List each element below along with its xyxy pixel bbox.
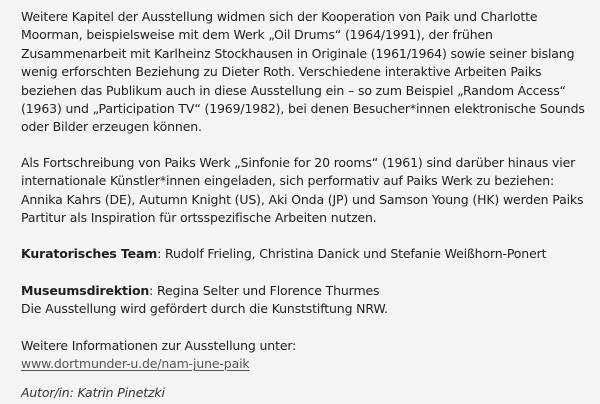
museum-direction-label: Museumsdirektion <box>21 282 150 298</box>
more-info-block <box>21 337 600 374</box>
curatorial-team-line <box>21 245 600 263</box>
funding-note: Die Ausstellung wird gefördert durch die Kunststiftung NRW. <box>21 301 388 317</box>
author-credit: Autor/in: Katrin Pinetzki <box>21 384 165 400</box>
curatorial-team-names: : Rudolf Frieling, Christina Danick und Stefanie Weißhorn-Ponert <box>157 246 547 262</box>
paragraph-sinfonie-continuation: Als Fortschreibung von Paiks Werk „Sinfonie for 20 rooms“ (1961) sind darüber hinaus vier internationale Künstler*innen eingeladen, sich performativ auf Paiks Werk zu beziehen: Annika Kahrs (DE), Autumn Knight (US), Aki Onda (JP) und Samson Young (HK) werden Paiks Partitur als Inspiration für ortsspezifische Arbeiten nutzen. <box>21 154 584 226</box>
museum-direction-names: : Regina Selter und Florence Thurmes <box>149 282 380 298</box>
museum-direction-block <box>21 282 600 319</box>
more-info-text: Weitere Informationen zur Ausstellung unter: <box>21 337 297 353</box>
curatorial-team-label: Kuratorisches Team <box>21 246 158 262</box>
exhibition-link[interactable]: www.dortmunder-u.de/nam-june-paik <box>21 356 250 372</box>
paragraph-exhibition-chapters: Weitere Kapitel der Ausstellung widmen sich der Kooperation von Paik und Charlotte Moorman, beispielsweise mit dem Werk „Oil Drums“ (1964/1991), der frühen Zusammenarbeit mit Karlheinz Stockhausen in Originale (1961/1964) sowie seiner bislang wenig erforschten Beziehung zu Dieter Roth. Verschiedene interaktive Arbeiten Paiks beziehen das Publikum auch in diese Ausstellung ein – so zum Beispiel „Random Access“ (1963) und „Participation TV“ (1969/1982), bei denen Besucher*innen elektronische Sounds oder Bilder erzeugen können. <box>21 9 585 135</box>
